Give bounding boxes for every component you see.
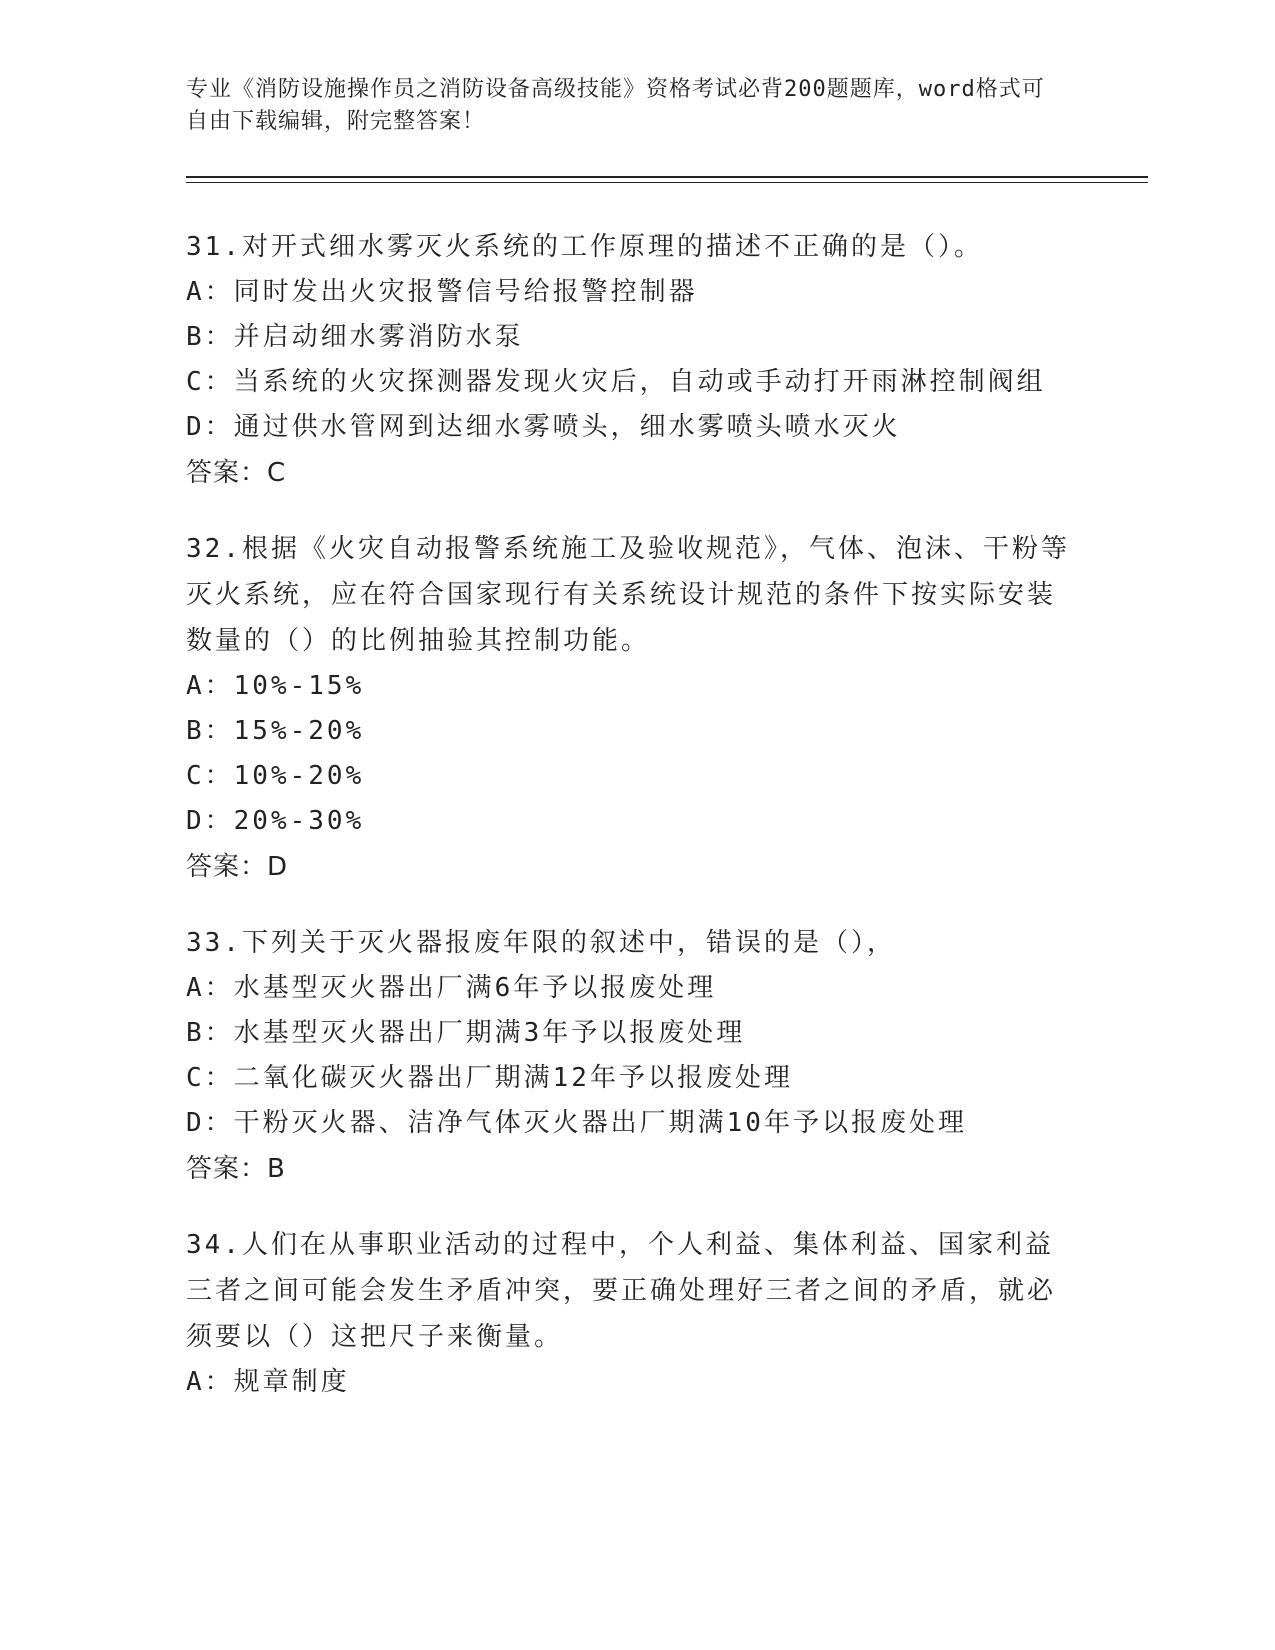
question-34	[186, 1222, 1076, 1405]
question-31	[186, 224, 1076, 496]
question-32	[186, 526, 1076, 890]
answer: 答案：C	[186, 458, 287, 488]
option-b: B：水基型灭火器出厂期满3年予以报废处理	[186, 1018, 746, 1048]
answer: 答案：D	[186, 852, 289, 882]
option-c: C：当系统的火灾探测器发现火灾后，自动或手动打开雨淋控制阀组	[186, 367, 1046, 397]
answer: 答案：B	[186, 1154, 286, 1184]
header-divider-thick	[186, 176, 1148, 178]
question-stem: 32.根据《火灾自动报警系统施工及验收规范》，气体、泡沫、干粉等灭火系统，应在符合国家现行有关系统设计规范的条件下按实际安装数量的（）的比例抽验其控制功能。	[186, 534, 1070, 656]
question-stem: 31.对开式细水雾灭火系统的工作原理的描述不正确的是（）。	[186, 232, 983, 262]
question-stem: 33.下列关于灭火器报废年限的叙述中，错误的是（），	[186, 928, 896, 958]
option-c: C：10%-20%	[186, 761, 365, 791]
question-stem: 34.人们在从事职业活动的过程中，个人利益、集体利益、国家利益三者之间可能会发生矛盾冲突，要正确处理好三者之间的矛盾，就必须要以（）这把尺子来衡量。	[186, 1230, 1057, 1352]
option-d: D：干粉灭火器、洁净气体灭火器出厂期满10年予以报废处理	[186, 1108, 967, 1138]
option-a: A：同时发出火灾报警信号给报警控制器	[186, 277, 698, 307]
option-a: A：水基型灭火器出厂满6年予以报废处理	[186, 973, 717, 1003]
question-33	[186, 920, 1076, 1192]
option-b: B：15%-20%	[186, 716, 365, 746]
option-c: C：二氧化碳灭火器出厂期满12年予以报废处理	[186, 1063, 793, 1093]
question-list	[186, 224, 1076, 1435]
header-note: 专业《消防设施操作员之消防设备高级技能》资格考试必背200题题库，word格式可自由下载编辑，附完整答案！	[186, 77, 1045, 134]
option-b: B：并启动细水雾消防水泵	[186, 322, 524, 352]
option-d: D：通过供水管网到达细水雾喷头，细水雾喷头喷水灭火	[186, 412, 901, 442]
header-divider-thin	[186, 182, 1148, 183]
option-a: A：10%-15%	[186, 671, 365, 701]
option-a: A：规章制度	[186, 1367, 350, 1397]
option-d: D：20%-30%	[186, 806, 365, 836]
